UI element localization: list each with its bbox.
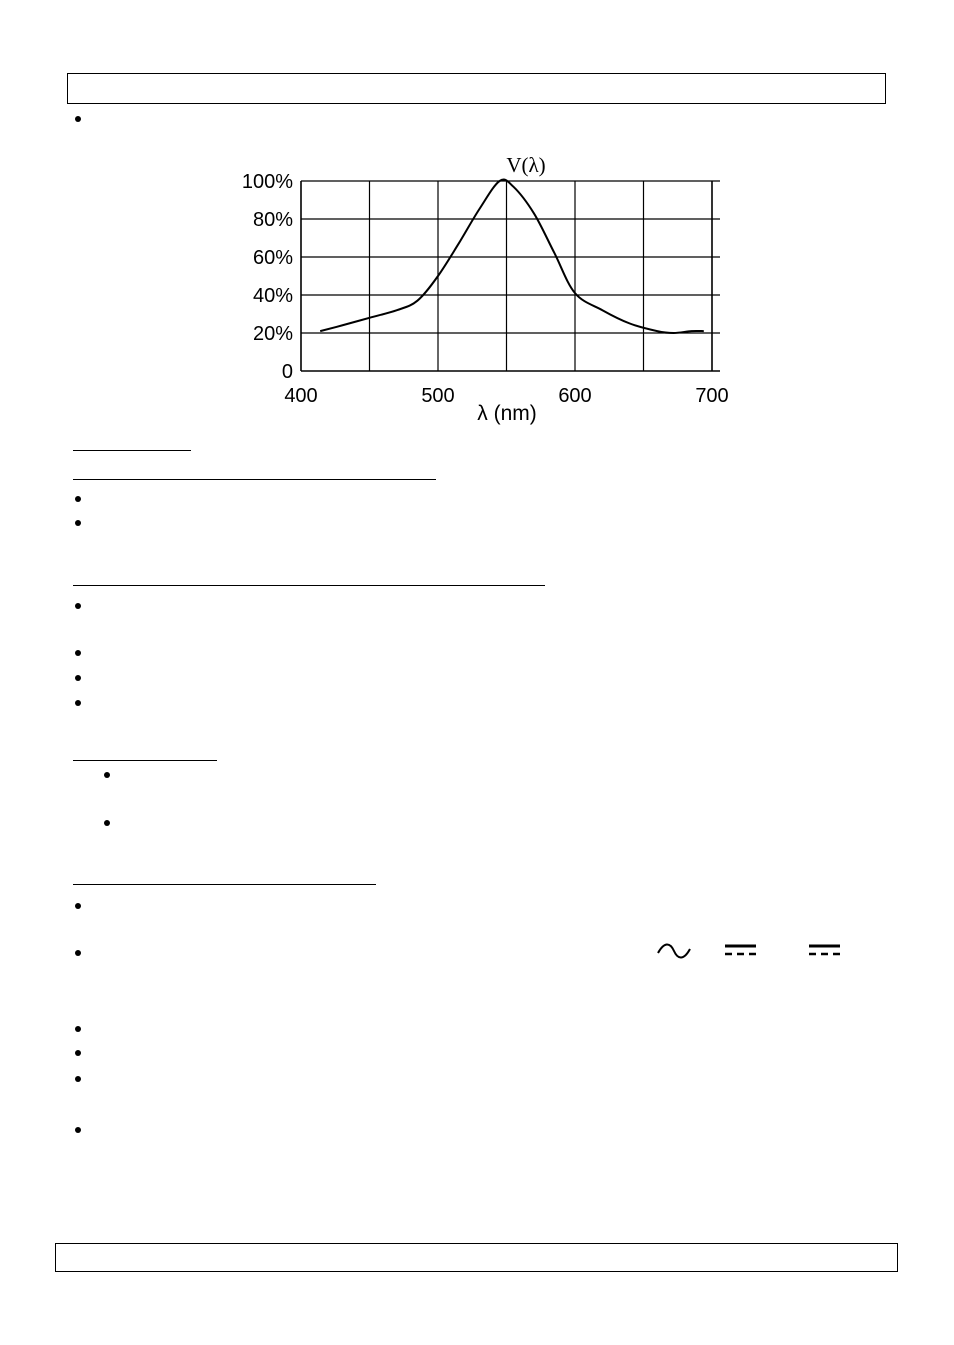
header-frame [67, 73, 886, 104]
section-heading-underline-1 [73, 450, 191, 451]
luminosity-chart [220, 150, 740, 430]
x-tick-label: 500 [421, 385, 455, 407]
y-tick-label: 100% [241, 171, 293, 193]
subheading-underline-2 [73, 585, 545, 586]
y-tick-labels [242, 171, 293, 383]
bullet [75, 675, 81, 681]
x-tick-label: 600 [558, 385, 592, 407]
section-heading-underline-2 [73, 760, 217, 761]
x-axis-label: λ (nm) [477, 402, 537, 425]
bullet [75, 1050, 81, 1056]
dc-symbol-icon [724, 942, 758, 958]
bullet [75, 950, 81, 956]
v-lambda-curve [320, 180, 704, 333]
dc-symbol-icon [808, 942, 842, 958]
bullet-chart [75, 116, 81, 122]
footer-frame [55, 1243, 898, 1272]
bullet [75, 1076, 81, 1082]
y-tick-label: 0 [281, 361, 293, 383]
bullet [75, 603, 81, 609]
bullet [104, 820, 110, 826]
chart-title: V(λ) [506, 153, 546, 177]
y-tick-label: 60% [252, 247, 293, 269]
bullet [75, 700, 81, 706]
subheading-underline-1 [73, 479, 436, 480]
bullet [75, 1127, 81, 1133]
bullet [75, 496, 81, 502]
bullet [75, 520, 81, 526]
bullet [75, 1026, 81, 1032]
x-tick-label: 400 [284, 385, 318, 407]
y-tick-label: 20% [252, 323, 293, 345]
x-tick-label: 700 [695, 385, 729, 407]
bullet [104, 772, 110, 778]
bullet [75, 650, 81, 656]
subheading-underline-3 [73, 884, 376, 885]
bullet [75, 903, 81, 909]
chart-grid [301, 181, 720, 371]
y-tick-label: 40% [252, 285, 293, 307]
ac-symbol-icon [656, 940, 692, 962]
y-tick-label: 80% [252, 209, 293, 231]
